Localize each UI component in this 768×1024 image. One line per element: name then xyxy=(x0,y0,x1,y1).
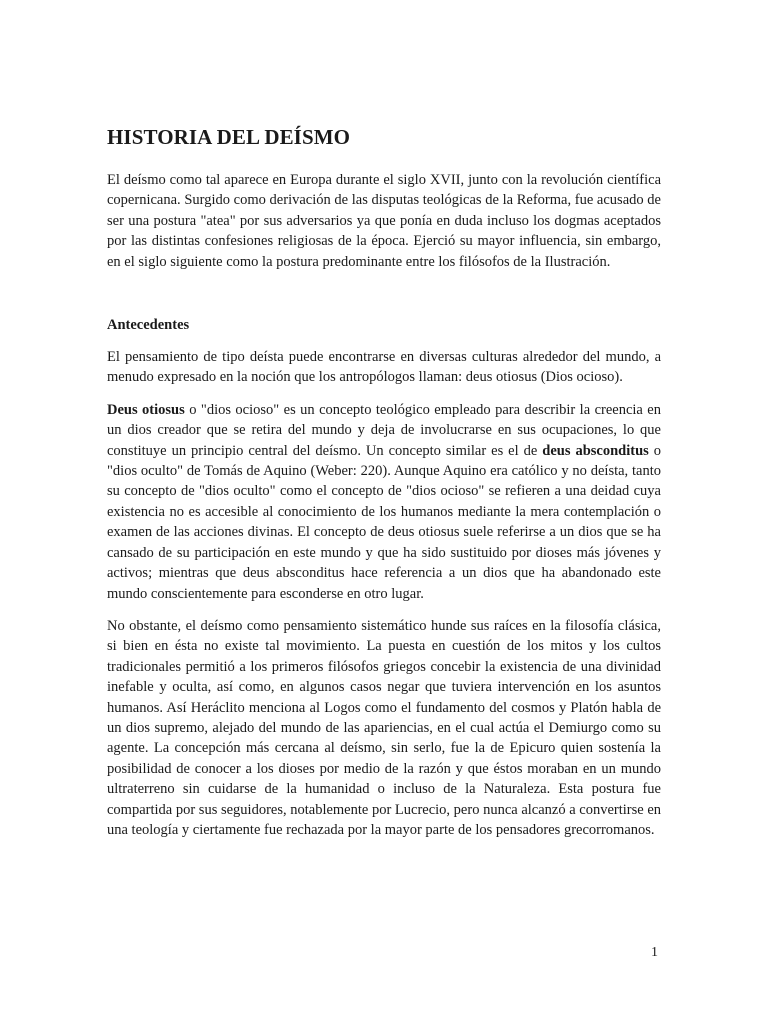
section-heading-antecedentes: Antecedentes xyxy=(107,317,190,334)
term-deus-otiosus: Deus otiosus xyxy=(107,401,185,418)
paragraph-deus-otiosus xyxy=(107,400,661,604)
document-title: HISTORIA DEL DEÍSMO xyxy=(107,125,351,149)
paragraph-deus-otiosus-text2: o "dios oculto" de Tomás de Aquino (Weber: 220). Aunque Aquino era católico y no deísta, tanto su concepto de "dios oculto" como el concepto de "dios ocioso" se refieren a una deidad cuya existencia no es accesible al conocimiento de los humanos mediante la mera contemplación o examen de las acciones divinas. El concepto de deus otiosus suele referirse a un dios que se ha cansado de su participación en este mundo y que ha sido sustituido por dioses más jóvenes y activos; mientras que deus absconditus hace referencia a un dios que ha abandonado este mundo conscientemente para esconderse en otro lugar. xyxy=(107,442,661,602)
page-content xyxy=(107,124,661,852)
paragraph-deus-otiosus-text1: o "dios ocioso" es un concepto teológico empleado para describir la creencia en un dios creador que se retira del mundo y deja de involucrarse en sus ocupaciones, lo que constituye un principio central del deísmo. Un concepto similar es el de xyxy=(107,401,661,459)
paragraph-deista: El pensamiento de tipo deísta puede encontrarse en diversas culturas alrededor del mundo, a menudo expresado en la noción que los antropólogos llaman: deus otiosus (Dios ocioso). xyxy=(107,349,661,386)
section-spacer xyxy=(107,282,661,315)
paragraph-filosofia-clasica: No obstante, el deísmo como pensamiento sistemático hunde sus raíces en la filosofía clásica, si bien en ésta no existe tal movimiento. La puesta en cuestión de los mitos y los cultos tradicionales permitió a los primeros filósofos griegos concebir la existencia de una divinidad inefable y oculta, así como, en algunos casos negar que tuviera intervención en los asuntos humanos. Así Heráclito menciona al Logos como el fundamento del cosmos y Platón habla de un dios supremo, alejado del mundo de las apariencias, en el cual actúa el Demiurgo como su agente. La concepción más cercana al deísmo, sin serlo, fue la de Epicuro quien sostenía la posibilidad de conocer a los dioses por medio de la razón y que éstos moraban en un mundo ultraterreno sin cuidarse de la humanidad o incluso de la Naturaleza. Esta postura fue compartida por sus seguidores, notablemente por Lucrecio, pero nunca alcanzó a convertirse en una teología y ciertamente fue rechazada por la mayor parte de los pensadores grecorromanos. xyxy=(107,617,662,838)
term-deus-absconditus: deus absconditus xyxy=(542,442,649,459)
page-number: 1 xyxy=(651,945,658,960)
intro-paragraph: El deísmo como tal aparece en Europa durante el siglo XVII, junto con la revolución científica copernicana. Surgido como derivación de las disputas teológicas de la Reforma, fue acusado de ser una postura "atea" por sus adversarios ya que ponía en duda incluso los dogmas aceptados por las distintas confesiones religiosas de la época. Ejerció su mayor influencia, sin embargo, en el siglo siguiente como la postura predominante entre los filósofos de la Ilustración. xyxy=(107,172,661,270)
